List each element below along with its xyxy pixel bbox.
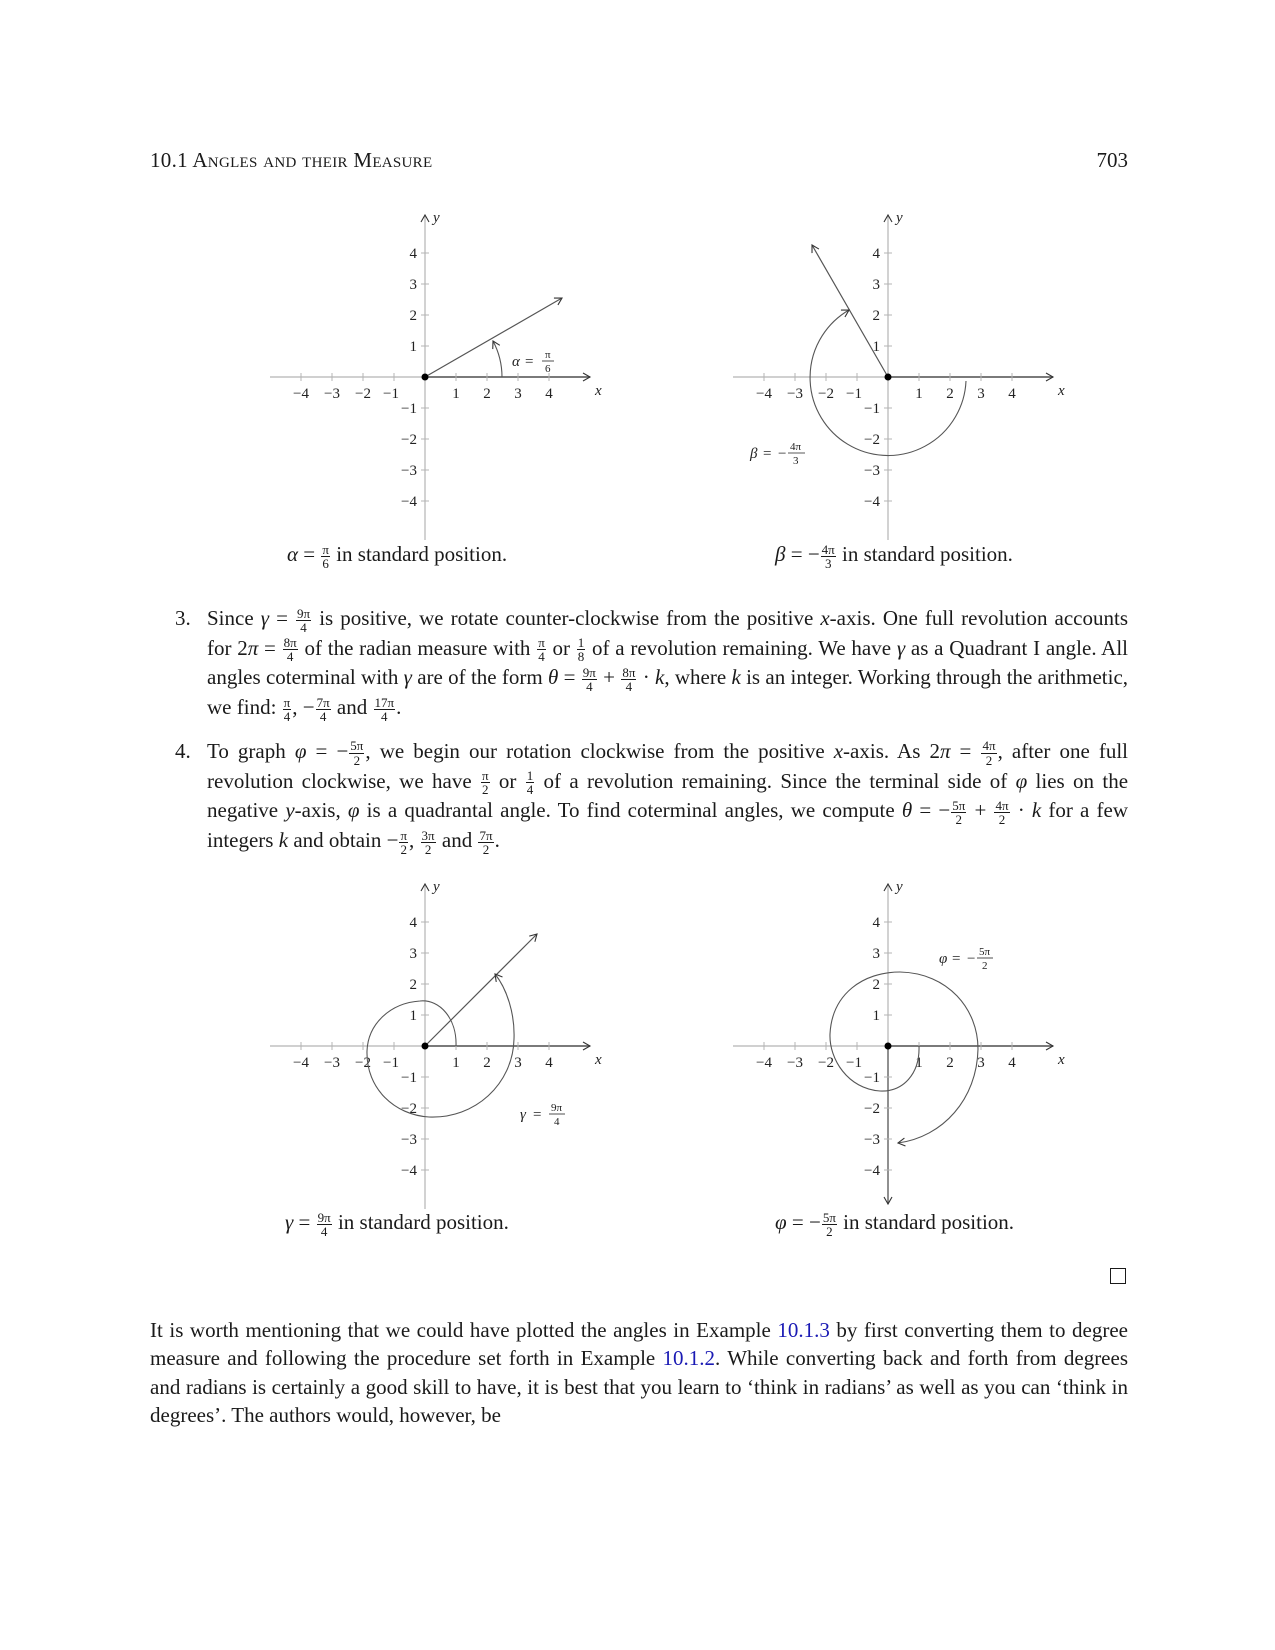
svg-text:1: 1 — [872, 339, 880, 355]
svg-text:−1: −1 — [864, 1070, 880, 1086]
svg-text:−3: −3 — [787, 1055, 803, 1071]
svg-text:2: 2 — [409, 977, 417, 993]
item-4 — [175, 737, 1128, 856]
svg-text:−: − — [778, 446, 787, 462]
svg-text:π: π — [545, 349, 551, 361]
qed-box-icon — [1110, 1268, 1126, 1284]
svg-text:y: y — [433, 879, 440, 895]
graph-phi — [708, 879, 1088, 1209]
svg-text:3: 3 — [409, 946, 417, 962]
svg-text:−1: −1 — [846, 386, 862, 402]
svg-text:5π: 5π — [979, 946, 991, 958]
svg-text:−3: −3 — [324, 386, 340, 402]
item-3-text: Since γ = $\frac{9\pi}{4}$ is positive, we rotate counter-clockwise from the positive x-axis. One full revolution accounts for 2π = $\frac{8\pi}{4}$ of the radian measure with $\frac{\pi}{4}$ or $\frac{1}{8}$ of a revolution remaining. We have γ as a Quadrant I angle. All angles coterminal with γ are of the form θ = $\frac{9\pi}{4}$ + $\frac{8\pi}{4}$ · k, where k is an integer. Working through the arithmetic, we find: $\frac{\pi}{4}$ , − $\frac{7\pi}{4}$ and $\frac{17\pi}{4}$ . — [207, 605, 1129, 724]
svg-text:−4: −4 — [756, 1055, 772, 1071]
svg-text:β: β — [750, 446, 758, 462]
closing-paragraph: It is worth mentioning that we could have plotted the angles in Example 10.1.3 by first converting them to degree measure and following the procedure set forth in Example 10.1.2. While converting back and forth from degrees and radians is certainly a good skill to have, it is best that you learn to ‘think in radians’ as well as you can ‘think in degrees’. The authors would, however, be — [150, 1318, 1128, 1427]
example-10-1-3-link[interactable]: 10.1.3 — [777, 1318, 830, 1342]
svg-text:6: 6 — [545, 363, 551, 375]
svg-text:−4: −4 — [401, 494, 417, 510]
svg-text:−3: −3 — [401, 1132, 417, 1148]
svg-text:−1: −1 — [401, 401, 417, 417]
svg-text:−4: −4 — [293, 1055, 309, 1071]
svg-text:4: 4 — [872, 246, 880, 262]
svg-text:3: 3 — [793, 455, 799, 467]
graph-alpha — [245, 210, 625, 540]
caption-alpha: α = $\frac{\pi}{6}$ in standard position. — [287, 541, 508, 571]
svg-text:3: 3 — [409, 277, 417, 293]
svg-text:−4: −4 — [293, 386, 309, 402]
page-number: 703 — [1096, 148, 1128, 172]
svg-text:3: 3 — [872, 946, 880, 962]
svg-text:−1: −1 — [383, 386, 399, 402]
item-number: 3. — [175, 606, 191, 630]
svg-text:−2: −2 — [864, 1101, 880, 1117]
svg-text:−3: −3 — [401, 463, 417, 479]
svg-text:−3: −3 — [787, 386, 803, 402]
svg-text:=: = — [952, 951, 961, 967]
example-items — [175, 604, 1128, 870]
phi-plot — [708, 879, 1088, 1209]
svg-text:2: 2 — [483, 386, 491, 402]
svg-text:1: 1 — [872, 1008, 880, 1024]
svg-text:1: 1 — [915, 386, 923, 402]
svg-text:=: = — [533, 1107, 542, 1123]
svg-text:−2: −2 — [401, 432, 417, 448]
svg-text:x: x — [595, 383, 602, 399]
item-4-text: To graph φ = − $\frac{5\pi}{2}$ , we begin our rotation clockwise from the positive x-axis. As 2π = $\frac{4\pi}{2}$ , after one full revolution clockwise, we have $\frac{\pi}{2}$ or $\frac{1}{4}$ of a revolution remaining. Since the terminal side of φ lies on the negative y-axis, φ is a quadrantal angle. To find coterminal angles, we compute θ = − $\frac{5\pi}{2}$ + $\frac{4\pi}{2}$ · k for a few integers k and obtain − $\frac{\pi}{2}$ , $\frac{3\pi}{2}$ and $\frac{7\pi}{2}$ . — [207, 738, 1129, 857]
section-title: 10.1 Angles and their Measure — [150, 148, 433, 172]
svg-text:−4: −4 — [401, 1163, 417, 1179]
svg-text:1: 1 — [915, 1055, 923, 1071]
svg-text:−: − — [967, 951, 976, 967]
svg-text:−3: −3 — [324, 1055, 340, 1071]
svg-text:α: α — [512, 354, 520, 370]
running-header — [150, 148, 1128, 178]
svg-text:−1: −1 — [401, 1070, 417, 1086]
svg-text:4: 4 — [554, 1116, 560, 1128]
item-3 — [175, 604, 1128, 723]
svg-text:−1: −1 — [846, 1055, 862, 1071]
svg-text:3: 3 — [514, 386, 522, 402]
svg-text:x: x — [595, 1052, 602, 1068]
svg-text:4: 4 — [545, 1055, 553, 1071]
svg-text:2: 2 — [483, 1055, 491, 1071]
svg-text:1: 1 — [409, 1008, 417, 1024]
svg-text:y: y — [433, 210, 440, 226]
item-number: 4. — [175, 738, 191, 763]
svg-text:2: 2 — [872, 977, 880, 993]
svg-text:γ: γ — [520, 1107, 526, 1123]
svg-text:−2: −2 — [355, 386, 371, 402]
svg-text:3: 3 — [514, 1055, 522, 1071]
svg-text:x: x — [1058, 1052, 1065, 1068]
svg-text:3: 3 — [872, 277, 880, 293]
alpha-plot — [245, 210, 625, 540]
svg-text:−2: −2 — [818, 386, 834, 402]
svg-text:4: 4 — [409, 915, 417, 931]
svg-text:3: 3 — [977, 386, 985, 402]
svg-text:−4: −4 — [756, 386, 772, 402]
example-10-1-2-link[interactable]: 10.1.2 — [662, 1346, 716, 1371]
svg-text:−1: −1 — [864, 401, 880, 417]
svg-text:1: 1 — [452, 1055, 460, 1071]
svg-text:2: 2 — [946, 386, 954, 402]
svg-text:4: 4 — [545, 386, 553, 402]
svg-text:−2: −2 — [818, 1055, 834, 1071]
svg-text:4: 4 — [409, 246, 417, 262]
gamma-plot — [245, 879, 625, 1209]
svg-text:4: 4 — [1008, 1055, 1016, 1071]
svg-text:=: = — [763, 446, 772, 462]
beta-plot — [708, 210, 1088, 540]
svg-text:−2: −2 — [401, 1101, 417, 1117]
svg-text:2: 2 — [872, 308, 880, 324]
svg-text:4: 4 — [1008, 386, 1016, 402]
svg-text:−2: −2 — [864, 432, 880, 448]
svg-text:3: 3 — [977, 1055, 985, 1071]
graph-gamma — [245, 879, 625, 1209]
caption-phi: φ = − $\frac{5\pi}{2}$ in standard position. — [775, 1209, 1015, 1239]
svg-text:−4: −4 — [864, 1163, 880, 1179]
svg-text:1: 1 — [452, 386, 460, 402]
svg-text:4π: 4π — [790, 441, 802, 453]
svg-text:2: 2 — [946, 1055, 954, 1071]
svg-text:=: = — [525, 354, 534, 370]
svg-text:−1: −1 — [383, 1055, 399, 1071]
svg-text:−4: −4 — [864, 494, 880, 510]
svg-text:−3: −3 — [864, 463, 880, 479]
graph-beta — [708, 210, 1088, 540]
svg-text:−2: −2 — [355, 1055, 371, 1071]
svg-text:9π: 9π — [551, 1102, 563, 1114]
svg-text:4: 4 — [872, 915, 880, 931]
svg-text:1: 1 — [409, 339, 417, 355]
svg-text:φ: φ — [939, 951, 948, 967]
caption-gamma: γ = $\frac{9\pi}{4}$ in standard position. — [285, 1209, 509, 1239]
svg-text:2: 2 — [982, 960, 988, 972]
svg-text:y: y — [896, 879, 903, 895]
caption-beta: β = − $\frac{4\pi}{3}$ in standard position. — [775, 541, 1013, 571]
svg-text:2: 2 — [409, 308, 417, 324]
svg-text:y: y — [896, 210, 903, 226]
svg-text:−3: −3 — [864, 1132, 880, 1148]
svg-text:x: x — [1058, 383, 1065, 399]
